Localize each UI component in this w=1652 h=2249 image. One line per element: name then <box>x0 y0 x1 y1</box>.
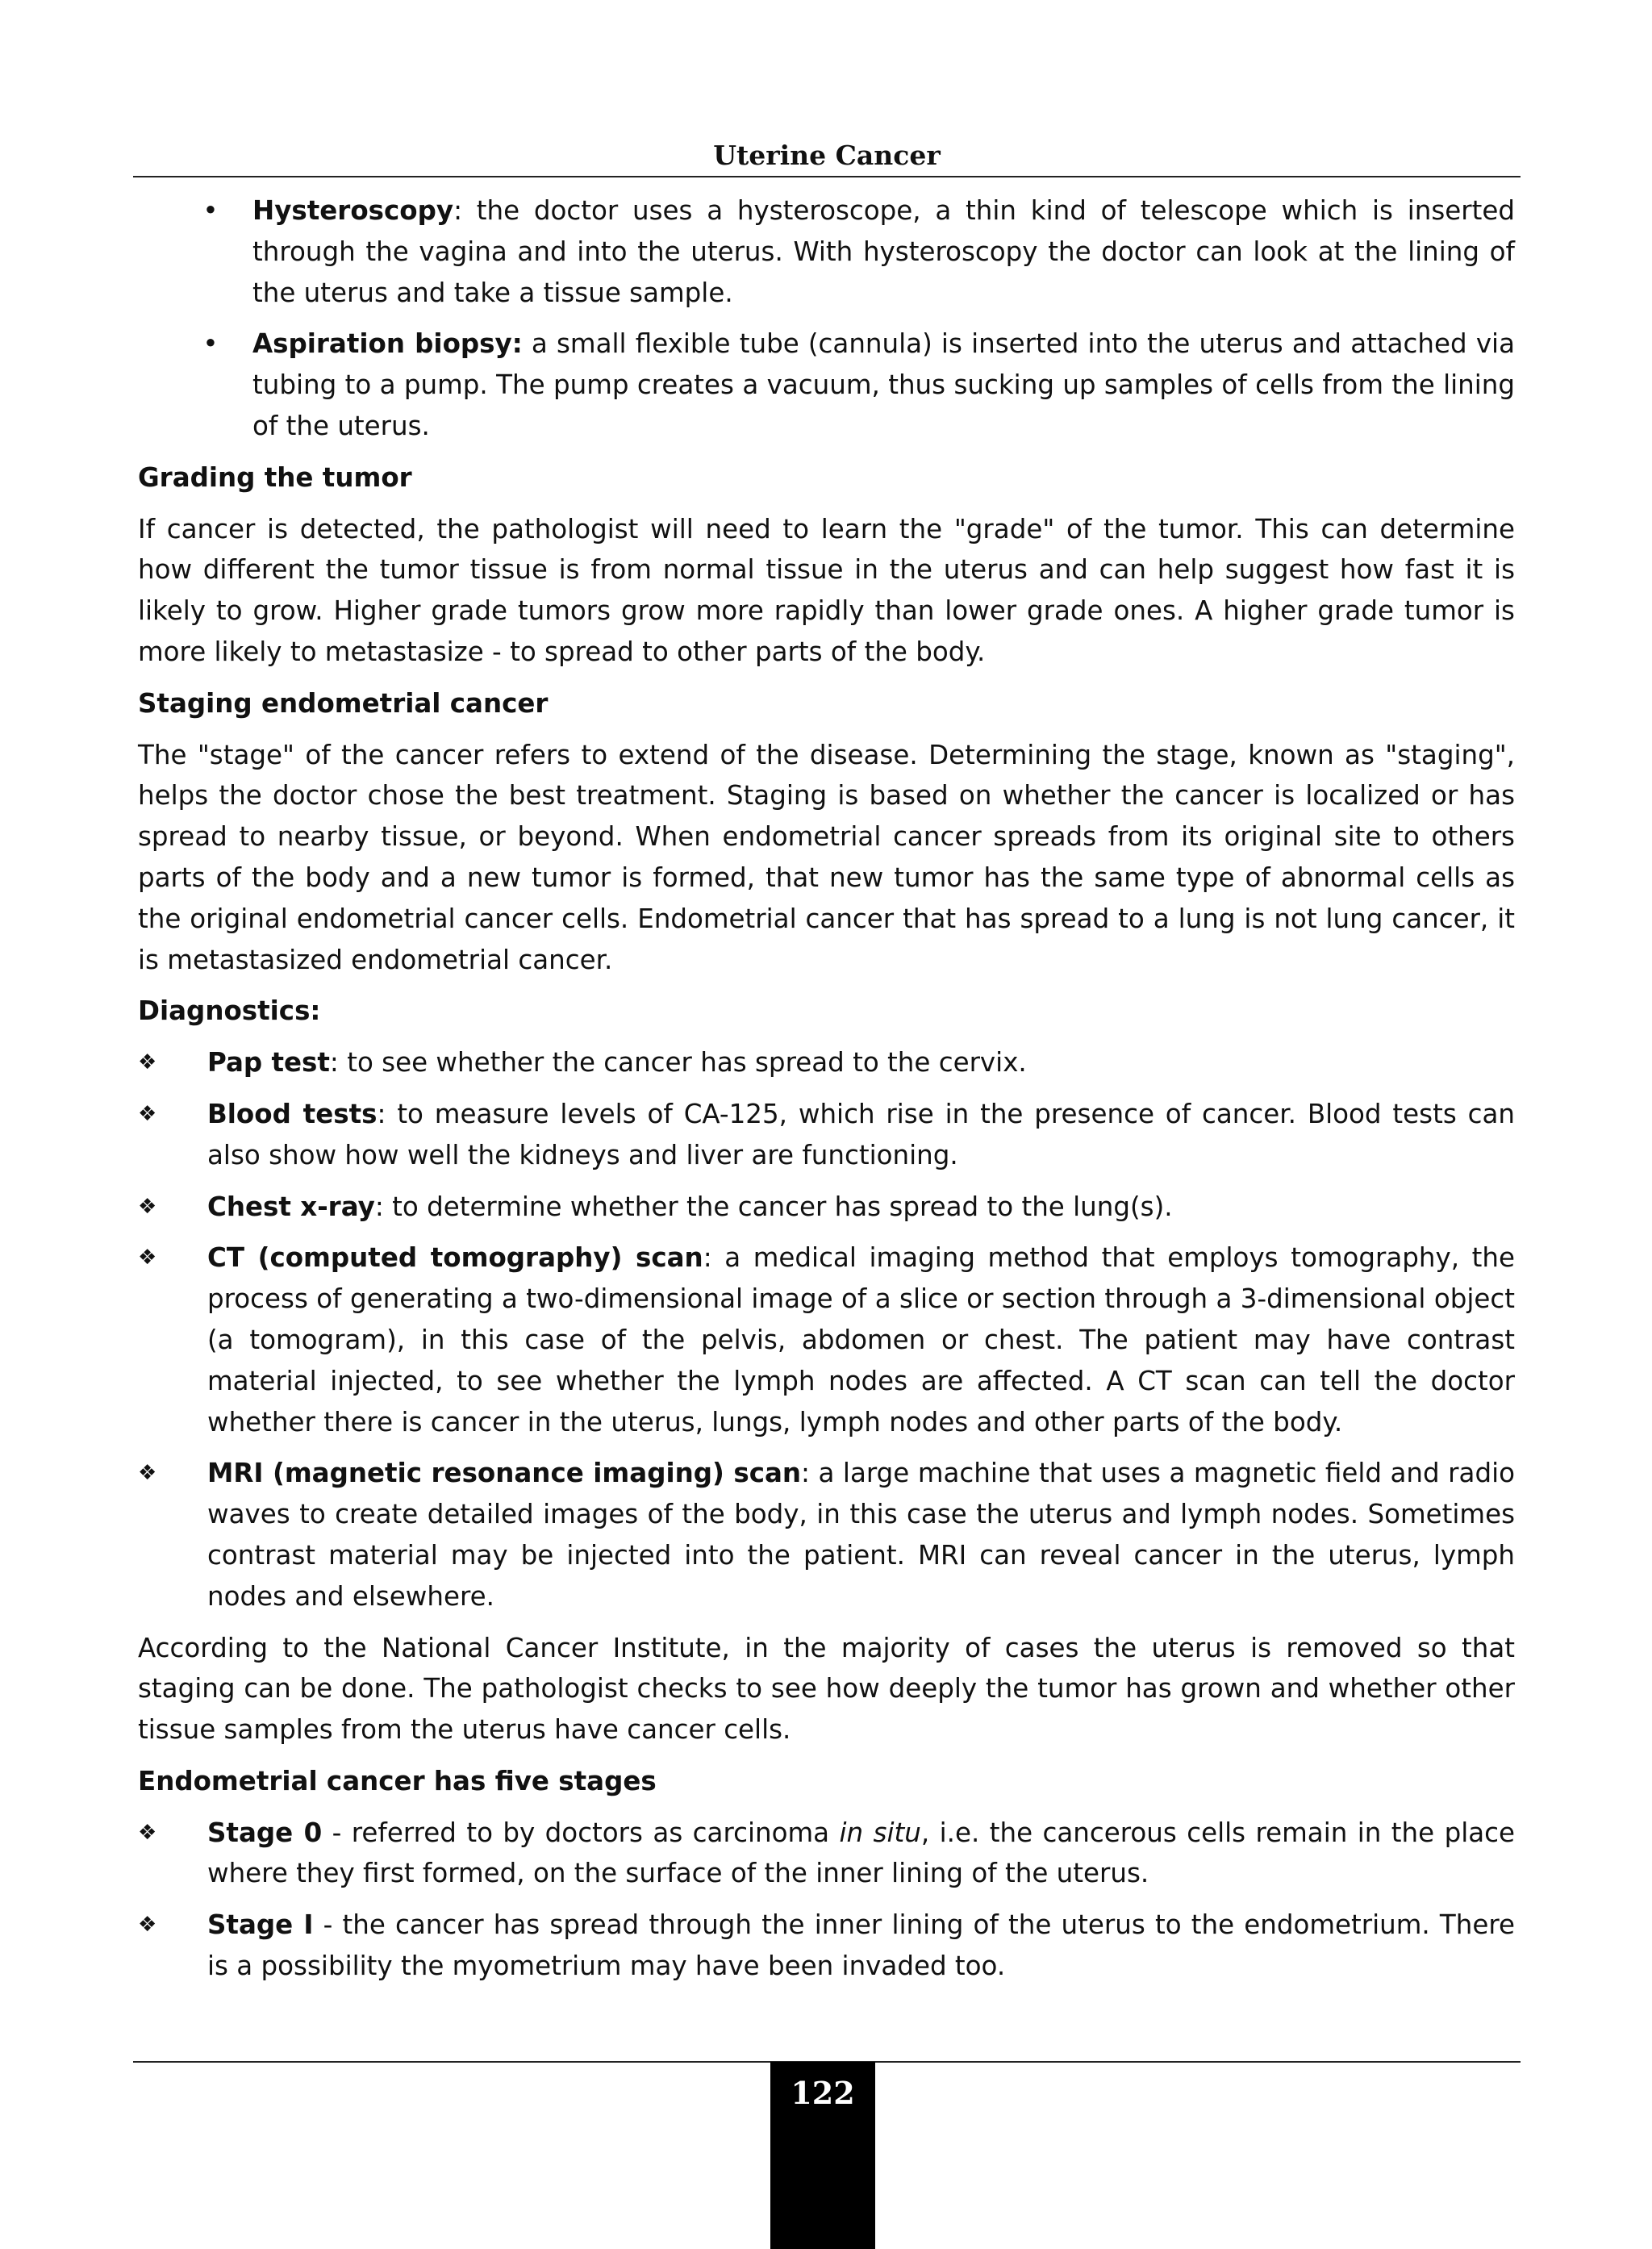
item-text: - the cancer has spread through the inner lining of the uterus to the endometrium. There is a possibility the myometrium may have been invaded too. <box>207 1909 1515 1982</box>
item-text: - referred to by doctors as carcinoma <box>322 1817 840 1848</box>
item-term: Stage 0 <box>207 1817 323 1848</box>
diamond-bullet-icon: ❖ <box>138 1820 157 1845</box>
list-item-hysteroscopy <box>138 190 1515 313</box>
list-item-chest-xray <box>138 1187 1515 1228</box>
item-text-continued: , i.e. the cancerous cells remain in the place where they first formed, on the surface of the inner lining of the uterus. <box>207 1817 1516 1889</box>
diamond-bullet-icon: ❖ <box>138 1246 157 1271</box>
diagnostics-list <box>138 1042 1515 1617</box>
item-term: Hysteroscopy <box>252 195 454 226</box>
item-term: Blood tests <box>207 1098 378 1129</box>
item-text: to measure levels of CA-125, which rise in the presence of cancer. Blood tests can also show how well the kidneys and liver are functioning. <box>207 1098 1516 1170</box>
section-heading-staging: Staging endometrial cancer <box>138 687 549 719</box>
list-item-mri-scan <box>138 1453 1515 1617</box>
item-separator: : <box>374 1191 384 1222</box>
header-divider <box>133 176 1521 177</box>
diamond-bullet-icon: ❖ <box>138 1461 157 1486</box>
grading-paragraph: If cancer is detected, the pathologist will need to learn the "grade" of the tumor. This can determine how different the tumor tissue is from normal tissue in the uterus and can help suggest how fast it is likely to grow. Higher grade tumors grow more rapidly than lower grade ones. A higher grade tumor is more likely to metastasize - to spread to other parts of the body. <box>138 513 1515 667</box>
section-heading-stages: Endometrial cancer has five stages <box>138 1765 657 1796</box>
page-body <box>138 190 1515 1997</box>
section-heading-grading: Grading the tumor <box>138 461 412 493</box>
list-item-ct-scan <box>138 1237 1515 1442</box>
list-item-stage-1 <box>138 1905 1515 1987</box>
item-separator: : <box>703 1242 712 1274</box>
item-text: to determine whether the cancer has spread to the lung(s). <box>383 1191 1173 1222</box>
running-header: Uterine Cancer <box>713 140 941 171</box>
diamond-bullet-icon: ❖ <box>138 1101 157 1126</box>
item-term: CT (computed tomography) scan <box>207 1242 703 1274</box>
procedure-list <box>138 190 1515 447</box>
diamond-bullet-icon: ❖ <box>138 1194 157 1219</box>
institute-paragraph: According to the National Cancer Institute, in the majority of cases the uterus is removed so that staging can be done. The pathologist checks to see how deeply the tumor has grown and whether other tissue samples from the uterus have cancer cells. <box>138 1632 1515 1746</box>
item-text: the doctor uses a hysteroscope, a thin kind of telescope which is inserted through the vagina and into the uterus. With hysteroscopy the doctor can look at the lining of the uterus and take a tissue sample. <box>252 195 1515 308</box>
list-item-blood-tests <box>138 1094 1515 1176</box>
item-text: a small flexible tube (cannula) is inserted into the uterus and attached via tubing to a pump. The pump creates a vacuum, thus sucking up samples of cells from the lining of the uterus. <box>252 328 1516 441</box>
item-text: a medical imaging method that employs tomography, the process of generating a two-dimensional image of a slice or section through a 3-dimensional object (a tomogram), in this case of the pelvis, abdomen or chest. The patient may have contrast material injected, to see whether the lymph nodes are affected. A CT scan can tell the doctor whether there is cancer in the uterus, lungs, lymph nodes and other parts of the body. <box>207 1242 1515 1437</box>
item-text: to see whether the cancer has spread to the cervix. <box>338 1047 1027 1079</box>
stages-list <box>138 1813 1515 1987</box>
item-term: Stage I <box>207 1909 314 1941</box>
list-item-pap-test <box>138 1042 1515 1083</box>
item-separator: : <box>377 1098 386 1129</box>
list-item-stage-0 <box>138 1813 1515 1895</box>
item-term: Pap test <box>207 1047 330 1079</box>
item-text: a large machine that uses a magnetic field and radio waves to create detailed images of the body, in this case the uterus and lymph nodes. Sometimes contrast material may be injected into the patient. MRI can reveal cancer in the uterus, lymph nodes and elsewhere. <box>207 1458 1516 1612</box>
section-heading-diagnostics: Diagnostics: <box>138 995 321 1027</box>
item-separator: : <box>453 195 463 226</box>
item-separator: : <box>329 1047 339 1079</box>
bullet-marker: • <box>202 328 219 360</box>
diamond-bullet-icon: ❖ <box>138 1913 157 1938</box>
bullet-marker: • <box>202 195 219 226</box>
staging-paragraph: The "stage" of the cancer refers to extend of the disease. Determining the stage, known as "staging", helps the doctor chose the best treatment. Staging is based on whether the cancer is localized or has spread to nearby tissue, or beyond. When endometrial cancer spreads from its original site to others parts of the body and a new tumor is formed, that new tumor has the same type of abnormal cells as the original endometrial cancer cells. Endometrial cancer that has spread to a lung is not lung cancer, it is metastasized endometrial cancer. <box>138 739 1515 975</box>
page-number: 122 <box>791 2075 855 2111</box>
item-term: Aspiration biopsy: <box>252 328 523 360</box>
item-separator: : <box>801 1458 810 1489</box>
item-term: Chest x-ray <box>207 1191 375 1222</box>
item-term: MRI (magnetic resonance imaging) scan <box>207 1458 802 1489</box>
list-item-aspiration-biopsy <box>138 323 1515 446</box>
diamond-bullet-icon: ❖ <box>138 1050 157 1075</box>
item-italic-text: in situ <box>839 1817 921 1848</box>
